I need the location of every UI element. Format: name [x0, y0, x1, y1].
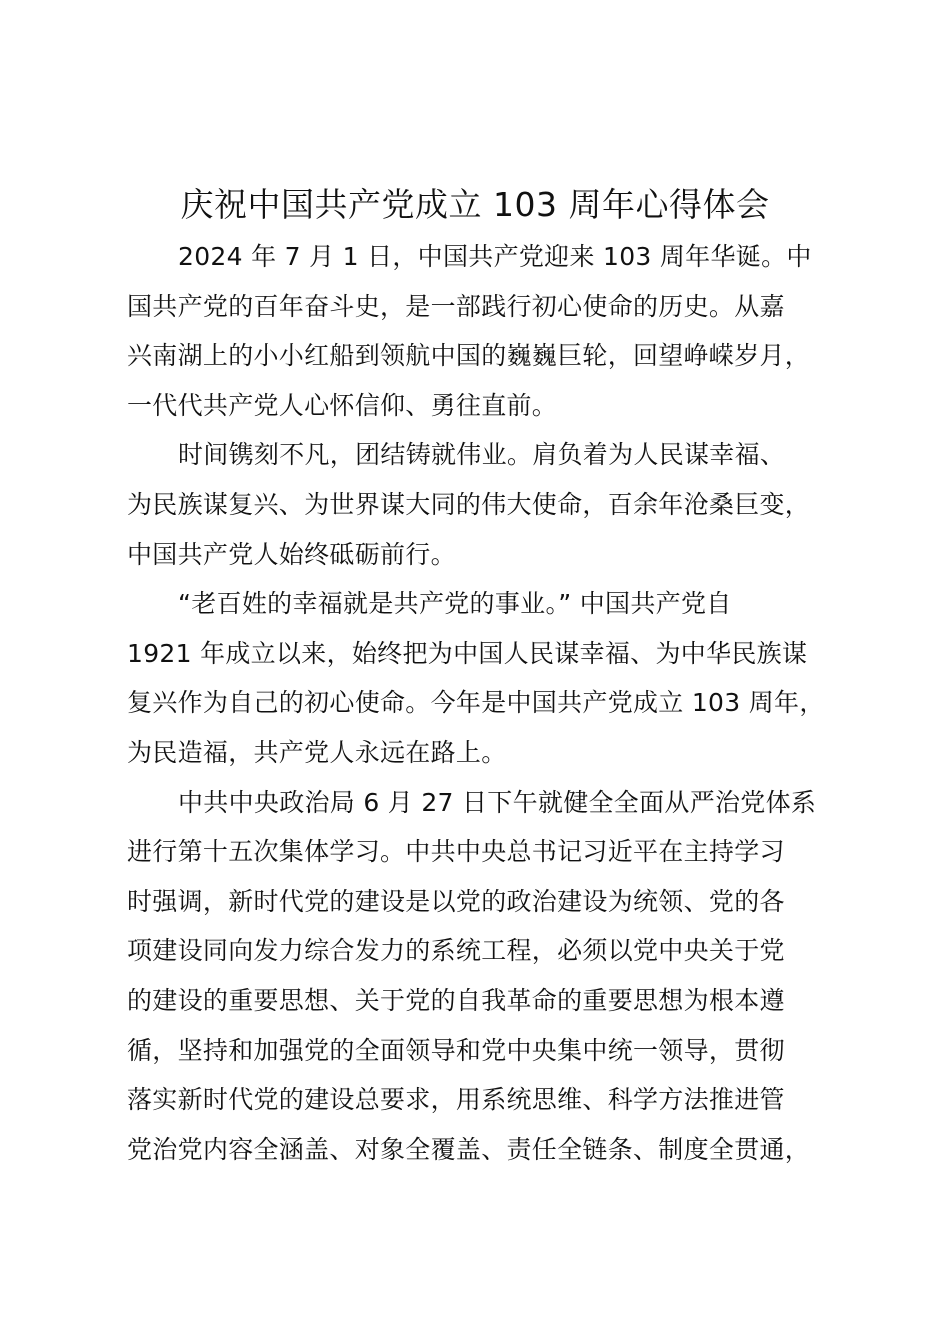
paragraph-3	[127, 579, 857, 777]
text-line: 2024 年 7 月 1 日，中国共产党迎来 103 周年华诞。中	[178, 242, 812, 271]
document-title: 庆祝中国共产党成立 103 周年心得体会	[180, 185, 770, 224]
text-line: 兴南湖上的小小红船到领航中国的巍巍巨轮，回望峥嵘岁月，	[127, 341, 811, 371]
text-line: 落实新时代党的建设总要求，用系统思维、科学方法推进管	[127, 1085, 785, 1115]
text-line: 为民族谋复兴、为世界谋大同的伟大使命，百余年沧桑巨变，	[127, 489, 811, 519]
document-body	[127, 232, 857, 1174]
text-line: 时强调，新时代党的建设是以党的政治建设为统领、党的各	[127, 886, 785, 916]
text-line: 的建设的重要思想、关于党的自我革命的重要思想为根本遵	[127, 985, 785, 1015]
text-line: 复兴作为自己的初心使命。今年是中国共产党成立 103 周年，	[127, 688, 825, 718]
text-line: 进行第十五次集体学习。中共中央总书记习近平在主持学习	[127, 837, 785, 867]
paragraph-2	[127, 430, 857, 579]
text-line: 循，坚持和加强党的全面领导和党中央集中统一领导，贯彻	[127, 1035, 785, 1065]
text-line: 中共中央政治局 6 月 27 日下午就健全全面从严治党体系	[178, 787, 817, 817]
text-line: 国共产党的百年奋斗史，是一部践行初心使命的历史。从嘉	[127, 291, 785, 321]
text-line: 1921 年成立以来，始终把为中国人民谋幸福、为中华民族谋	[127, 638, 808, 668]
text-line: 为民造福，共产党人永远在路上。	[127, 737, 507, 767]
paragraph-4	[127, 778, 857, 1175]
paragraph-1	[127, 232, 857, 430]
text-line: 党治党内容全涵盖、对象全覆盖、责任全链条、制度全贯通，	[127, 1134, 811, 1164]
text-line: 一代代共产党人心怀信仰、勇往直前。	[127, 390, 558, 420]
text-line: 时间镌刻不凡，团结铸就伟业。肩负着为人民谋幸福、	[178, 440, 786, 470]
text-line: 中国共产党人始终砥砺前行。	[127, 539, 456, 569]
text-line: “老百姓的幸福就是共产党的事业。” 中国共产党自	[178, 589, 732, 619]
text-line: 项建设同向发力综合发力的系统工程，必须以党中央关于党	[127, 936, 785, 966]
